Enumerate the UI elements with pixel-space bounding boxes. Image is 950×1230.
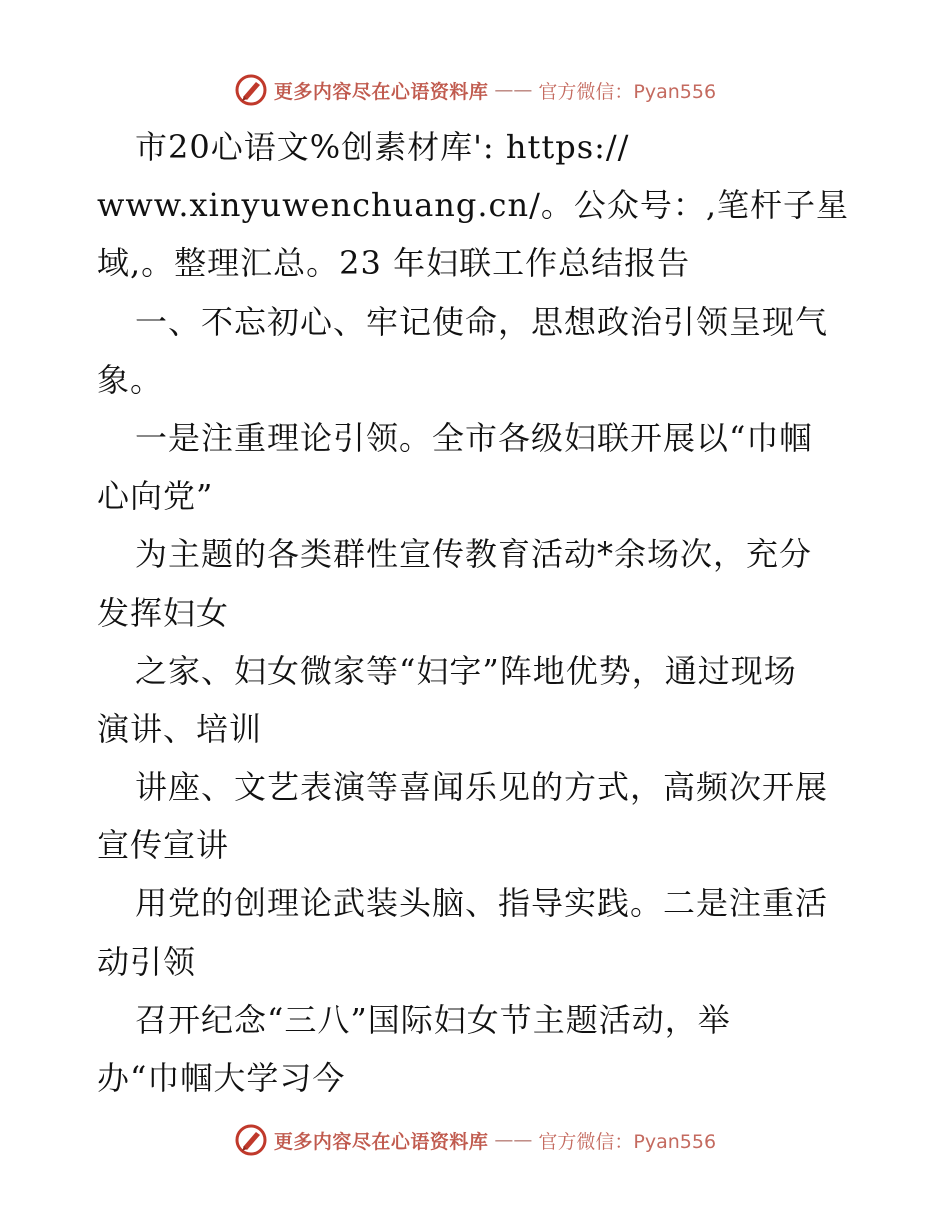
banner-wechat: 官方微信：Pyan556 <box>538 1130 717 1153</box>
text-line: 一、不忘初心、牢记使命，思想政治引领呈现气 <box>135 302 829 341</box>
text-line: 市20心语文%创素材库': https:// <box>135 128 630 166</box>
text-line: 演讲、培训 <box>97 709 263 748</box>
text-line: 宣传宣讲 <box>97 826 230 865</box>
header-watermark <box>0 70 950 110</box>
banner-title: 更多内容尽在心语资料库 <box>273 1130 489 1153</box>
text-line: 心向党” <box>97 477 214 516</box>
pen-circle-logo-icon <box>234 73 268 107</box>
banner-wechat: 官方微信：Pyan556 <box>538 80 717 103</box>
document-body <box>97 118 867 1107</box>
banner-separator: —— <box>494 79 533 101</box>
text-line: 域,。整理汇总。23 年妇联工作总结报告 <box>97 244 691 283</box>
text-line: 象。 <box>97 360 164 399</box>
text-line: 办“巾帼大学习今 <box>97 1059 346 1097</box>
text-line: 为主题的各类群性宣传教育活动*余场次，充分 <box>135 535 813 574</box>
text-line: www.xinyuwenchuang.cn/。公众号：,笔杆子星 <box>97 186 850 225</box>
text-line: 发挥妇女 <box>97 593 230 632</box>
text-line: 一是注重理论引领。全市各级妇联开展以“巾帼 <box>135 418 813 457</box>
text-line: 动引领 <box>97 942 197 981</box>
text-line: 召开纪念“三八”国际妇女节主题活动，举 <box>135 1000 731 1039</box>
text-line: 之家、妇女微家等“妇字”阵地优势，通过现场 <box>135 651 797 690</box>
footer-watermark <box>0 1120 950 1160</box>
banner-separator: —— <box>494 1129 533 1151</box>
text-line: 用党的创理论武装头脑、指导实践。二是注重活 <box>135 884 829 923</box>
pen-circle-logo-icon <box>234 1123 268 1157</box>
text-line: 讲座、文艺表演等喜闻乐见的方式，高频次开展 <box>135 768 829 807</box>
banner-title: 更多内容尽在心语资料库 <box>273 80 489 103</box>
